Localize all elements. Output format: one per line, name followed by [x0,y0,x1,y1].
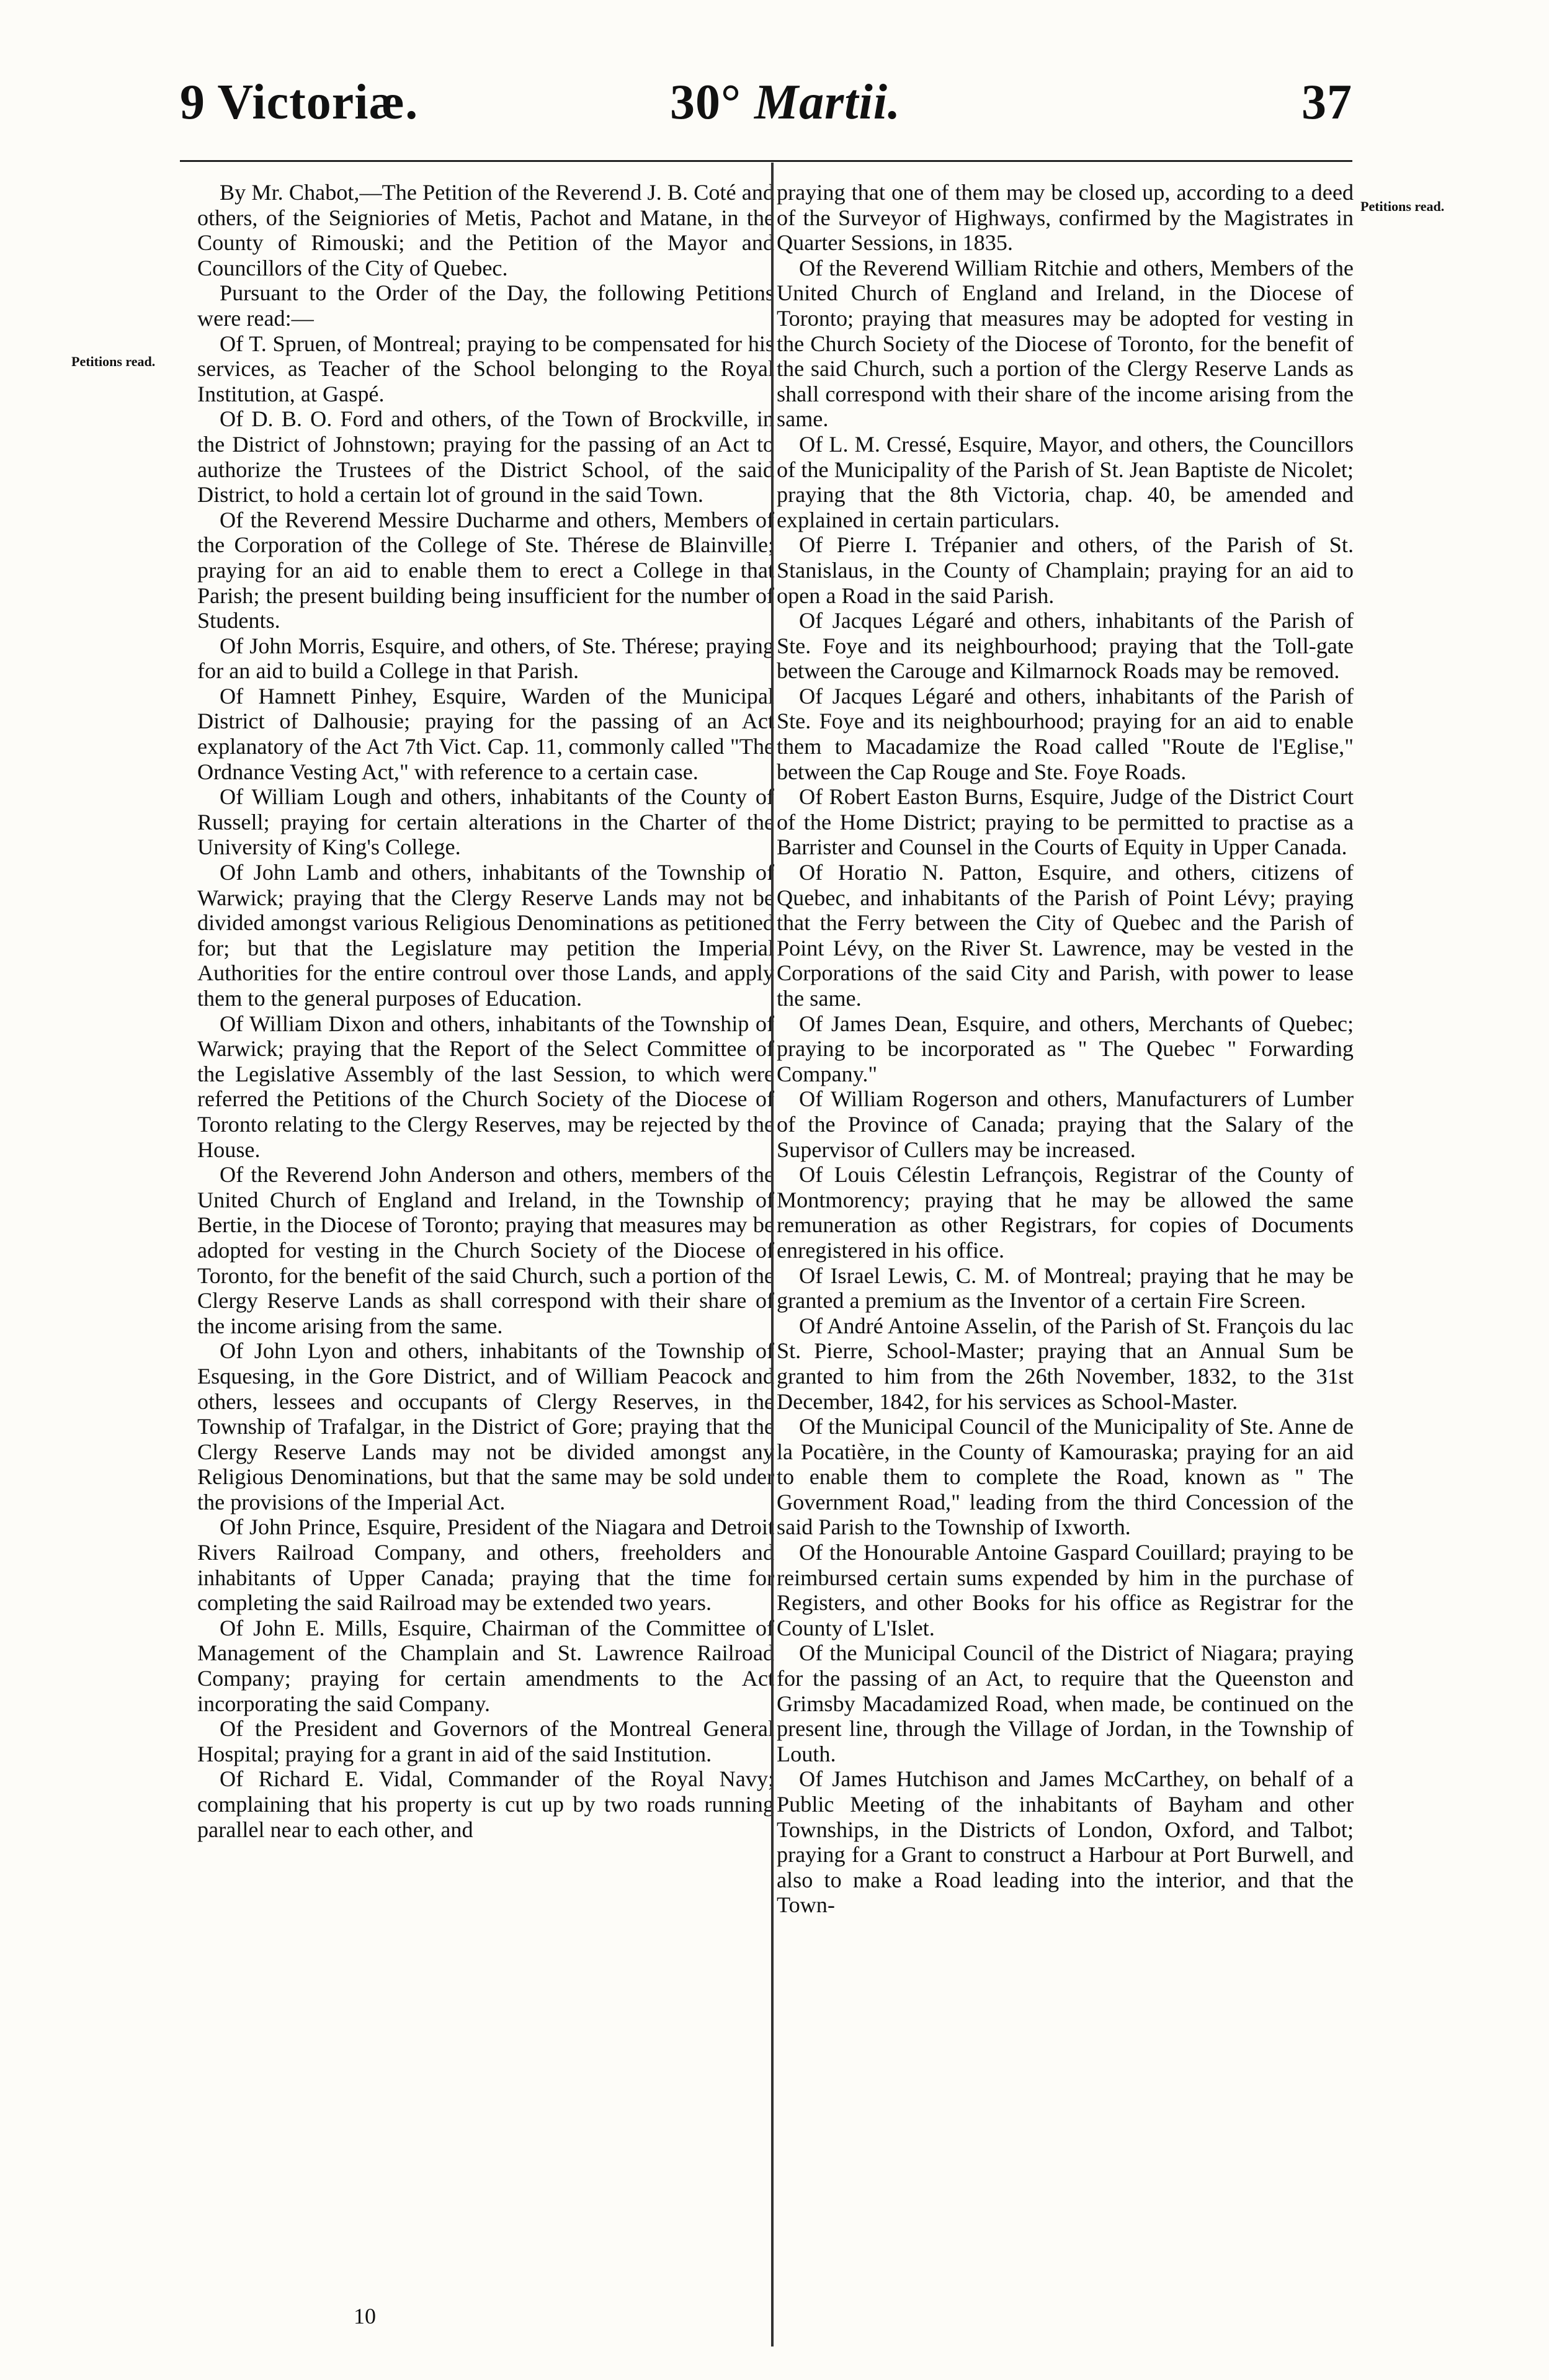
petition-paragraph: Of William Dixon and others, inhabitants of the Township of Warwick; praying that the Report of the Select Committee of the Legislative Assembly of the last Session, to which were referred the Petitions of the Church Society of the Diocese of Toronto relating to the Clergy Reserves, may be rejected by the House. [197,1011,774,1162]
petition-paragraph: Of Pierre I. Trépanier and others, of the Parish of St. Stanislaus, in the County of Champlain; praying for an aid to open a Road in the said Parish. [777,532,1354,608]
margin-note-left: Petitions read. [71,354,156,369]
petition-paragraph: Of James Hutchison and James McCarthey, on behalf of a Public Meeting of the inhabitants of Bayham and other Townships, in the Districts of London, Oxford, and Talbot; praying for a Grant to construct a Harbour at Port Burwell, and also to make a Road leading into the interior, and that the Town- [777,1766,1354,1918]
petition-paragraph: Of William Rogerson and others, Manufacturers of Lumber of the Province of Canada; praying that the Salary of the Supervisor of Cullers may be increased. [777,1086,1354,1162]
petition-paragraph: Of the Reverend John Anderson and others, members of the United Church of England and Ireland, in the Township of Bertie, in the Diocese of Toronto; praying that measures may be adopted for vesting in the Church Society of the Diocese of Toronto, for the benefit of the said Church, such a portion of the Clergy Reserve Lands as shall correspond with their share of the income arising from the same. [197,1162,774,1338]
petition-paragraph: Of the Municipal Council of the District of Niagara; praying for the passing of an Act, to require that the Queenston and Grimsby Macadamized Road, when made, be continued on the present line, through the Village of Jordan, in the Township of Louth. [777,1640,1354,1766]
petition-paragraph: Of John Lyon and others, inhabitants of the Township of Esquesing, in the Gore District, and of William Peacock and others, lessees and occupants of Clergy Reserves, in the Township of Trafalgar, in the District of Gore; praying that the Clergy Reserve Lands may not be divided amongst any Religious Denominations, but that the same may be sold under the provisions of the Imperial Act. [197,1338,774,1514]
petition-paragraph: Of the Municipal Council of the Municipality of Ste. Anne de la Pocatière, in the County of Kamouraska; praying for an aid to enable them to complete the Road, known as " The Government Road," leading from the third Concession of the said Parish to the Township of Ixworth. [777,1414,1354,1540]
petition-paragraph: Of the President and Governors of the Montreal General Hospital; praying for a grant in aid of the said Institution. [197,1716,774,1766]
petition-paragraph: Of Louis Célestin Lefrançois, Registrar of the County of Montmorency; praying that he may be allowed the same remuneration as other Registrars, for copies of Documents enregistered in his office. [777,1162,1354,1263]
petition-paragraph: Of John Morris, Esquire, and others, of Ste. Thérese; praying for an aid to build a College in that Parish. [197,633,774,684]
page-number: 37 [1301,75,1352,130]
petition-paragraph: Of Richard E. Vidal, Commander of the Royal Navy; complaining that his property is cut up by two roads running parallel near to each other, and [197,1766,774,1842]
petition-paragraph: praying that one of them may be closed up, according to a deed of the Surveyor of Highways, confirmed by the Magistrates in Quarter Sessions, in 1835. [777,180,1354,256]
right-column [777,180,1354,2327]
petition-paragraph: Of Horatio N. Patton, Esquire, and others, citizens of Quebec, and inhabitants of the Parish of Point Lévy; praying that the Ferry between the City of Quebec and the Parish of Point Lévy, on the River St. Lawrence, may be vested in the Corporations of the said City and Parish, with power to lease the same. [777,860,1354,1011]
petition-paragraph: Of John E. Mills, Esquire, Chairman of the Committee of Management of the Champlain and St. Lawrence Railroad Company; praying for certain amendments to the Act incorporating the said Company. [197,1615,774,1716]
petition-paragraph: Of John Lamb and others, inhabitants of the Township of Warwick; praying that the Clergy Reserve Lands may not be divided amongst various Religious Denominations as petitioned for; but that the Legislature may petition the Imperial Authorities for the entire controul over those Lands, and apply them to the general purposes of Education. [197,860,774,1011]
petition-paragraph: Pursuant to the Order of the Day, the following Petitions were read:— [197,280,774,331]
petition-paragraph: Of L. M. Cressé, Esquire, Mayor, and others, the Councillors of the Municipality of the Parish of St. Jean Baptiste de Nicolet; praying that the 8th Victoria, chap. 40, be amended and explained in certain particulars. [777,431,1354,532]
petition-paragraph: Of the Honourable Antoine Gaspard Couillard; praying to be reimbursed certain sums expended by him in the purchase of Registers, and other Books for his office as Registrar for the County of L'Islet. [777,1540,1354,1640]
petition-paragraph: Of William Lough and others, inhabitants of the County of Russell; praying for certain alterations in the Charter of the University of King's College. [197,784,774,860]
petition-paragraph: Of James Dean, Esquire, and others, Merchants of Quebec; praying to be incorporated as " The Quebec " Forwarding Company." [777,1011,1354,1086]
petition-paragraph: Of T. Spruen, of Montreal; praying to be compensated for his services, as Teacher of the School belonging to the Royal Institution, at Gaspé. [197,331,774,406]
header-date-number: 30° [670,75,741,130]
petition-paragraph: Of Israel Lewis, C. M. of Montreal; praying that he may be granted a premium as the Inventor of a certain Fire Screen. [777,1263,1354,1313]
left-column [197,180,774,2327]
petition-paragraph: Of Robert Easton Burns, Esquire, Judge of the District Court of the Home District; praying to be permitted to practise as a Barrister and Counsel in the Courts of Equity in Upper Canada. [777,784,1354,860]
petition-paragraph: Of D. B. O. Ford and others, of the Town of Brockville, in the District of Johnstown; praying for the passing of an Act to authorize the Trustees of the District School, of the said District, to hold a certain lot of ground in the said Town. [197,406,774,508]
petition-paragraph: Of Hamnett Pinhey, Esquire, Warden of the Municipal District of Dalhousie; praying for the passing of an Act explanatory of the Act 7th Vict. Cap. 11, commonly called "The Ordnance Vesting Act," with reference to a certain case. [197,683,774,784]
column-divider [771,163,774,2346]
petition-paragraph: Of the Reverend Messire Ducharme and others, Members of the Corporation of the College of Ste. Thérese de Blainville; praying for an aid to enable them to erect a College in that Parish; the present building being insufficient for the number of Students. [197,507,774,633]
petition-paragraph: Of André Antoine Asselin, of the Parish of St. François du lac St. Pierre, School-Master; praying that an Annual Sum be granted to him from the 26th November, 1832, to the 31st December, 1842, for his services as School-Master. [777,1313,1354,1414]
header-rule [180,160,1352,162]
signature-mark: 10 [354,2304,376,2329]
petition-paragraph: Of Jacques Légaré and others, inhabitants of the Parish of Ste. Foye and its neighbourhood; praying that the Toll-gate between the Carouge and Kilmarnock Roads may be removed. [777,608,1354,684]
margin-note-right: Petitions read. [1360,199,1445,214]
running-header [180,74,1352,143]
petition-paragraph: Of the Reverend William Ritchie and others, Members of the United Church of England and Ireland, in the Diocese of Toronto; praying that measures may be adopted for vesting in the Church Society of the Diocese of Toronto, for the benefit of the said Church, such a portion of the Clergy Reserve Lands as shall correspond with their share of the income arising from the same. [777,255,1354,432]
header-regnal-year: 9 Victoriæ. [180,75,419,130]
header-date [670,74,901,131]
petition-paragraph: Of Jacques Légaré and others, inhabitants of the Parish of Ste. Foye and its neighbourhood; praying for an aid to enable them to Macadamize the Road called "Route de l'Eglise," between the Cap Rouge and Ste. Foye Roads. [777,683,1354,784]
petition-paragraph: Of John Prince, Esquire, President of the Niagara and Detroit Rivers Railroad Company, and others, freeholders and inhabitants of Upper Canada; praying that the time for completing the said Railroad may be extended two years. [197,1514,774,1616]
petition-paragraph: By Mr. Chabot,—The Petition of the Reverend J. B. Coté and others, of the Seigniories of Metis, Pachot and Matane, in the County of Rimouski; and the Petition of the Mayor and Councillors of the City of Quebec. [197,180,774,280]
header-date-month: Martii. [754,75,901,130]
